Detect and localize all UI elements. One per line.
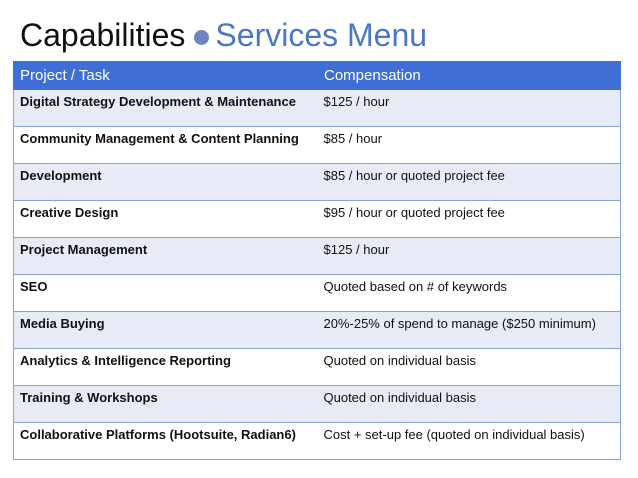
compensation-cell: $125 / hour bbox=[318, 238, 621, 275]
bullet-dot-icon bbox=[194, 30, 209, 45]
table-header-row bbox=[14, 62, 621, 90]
table-row bbox=[14, 238, 621, 275]
title-subtitle: Services Menu bbox=[215, 16, 428, 53]
table-row bbox=[14, 423, 621, 460]
table-row bbox=[14, 386, 621, 423]
table-row bbox=[14, 312, 621, 349]
compensation-cell: $85 / hour bbox=[318, 127, 621, 164]
compensation-cell: Cost + set-up fee (quoted on individual basis) bbox=[318, 423, 621, 460]
services-table bbox=[13, 61, 621, 460]
title-main: Capabilities bbox=[20, 16, 186, 53]
compensation-cell: Quoted based on # of keywords bbox=[318, 275, 621, 312]
compensation-cell: Quoted on individual basis bbox=[318, 349, 621, 386]
task-cell: Media Buying bbox=[14, 312, 318, 349]
header-project-task: Project / Task bbox=[14, 62, 318, 90]
compensation-cell: $85 / hour or quoted project fee bbox=[318, 164, 621, 201]
task-cell: Development bbox=[14, 164, 318, 201]
table-row bbox=[14, 90, 621, 127]
table-row bbox=[14, 164, 621, 201]
table-row bbox=[14, 201, 621, 238]
task-cell: Collaborative Platforms (Hootsuite, Radian6) bbox=[14, 423, 318, 460]
compensation-cell: 20%-25% of spend to manage ($250 minimum) bbox=[318, 312, 621, 349]
table-row bbox=[14, 127, 621, 164]
compensation-cell: Quoted on individual basis bbox=[318, 386, 621, 423]
task-cell: Training & Workshops bbox=[14, 386, 318, 423]
task-cell: Analytics & Intelligence Reporting bbox=[14, 349, 318, 386]
header-compensation: Compensation bbox=[318, 62, 621, 90]
task-cell: Community Management & Content Planning bbox=[14, 127, 318, 164]
compensation-cell: $125 / hour bbox=[318, 90, 621, 127]
task-cell: Creative Design bbox=[14, 201, 318, 238]
table-row bbox=[14, 349, 621, 386]
task-cell: Project Management bbox=[14, 238, 318, 275]
table-row bbox=[14, 275, 621, 312]
task-cell: Digital Strategy Development & Maintenance bbox=[14, 90, 318, 127]
compensation-cell: $95 / hour or quoted project fee bbox=[318, 201, 621, 238]
task-cell: SEO bbox=[14, 275, 318, 312]
slide-title bbox=[20, 14, 427, 56]
